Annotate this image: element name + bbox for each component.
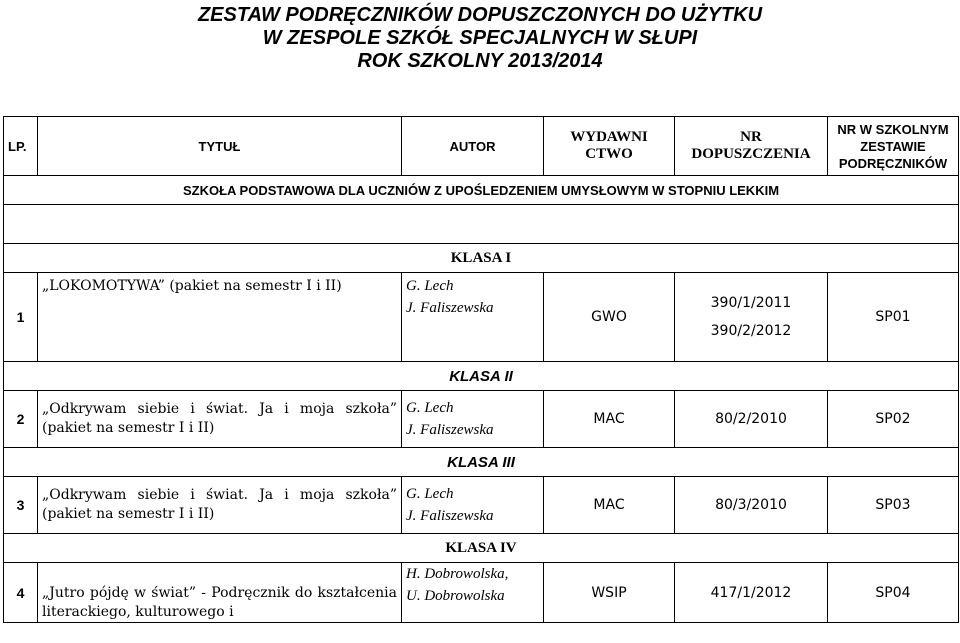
- klasa-label: KLASA I: [4, 244, 959, 273]
- row-tytul: „LOKOMOTYWA” (pakiet na semestr I i II): [38, 273, 402, 362]
- row-wydawnictwo: MAC: [544, 391, 675, 448]
- header-lp: LP.: [4, 117, 38, 176]
- table-row: [4, 563, 959, 623]
- row-autor-2: J. Faliszewska: [406, 422, 494, 438]
- header-row: [4, 117, 959, 176]
- table-row: [4, 273, 959, 362]
- row-nr-dopuszczenia: 417/1/2012: [675, 563, 828, 623]
- document-title-line-3: ROK SZKOLNY 2013/2014: [357, 50, 603, 72]
- row-autor: [402, 391, 544, 448]
- row-lp: 1: [4, 273, 38, 362]
- header-nr-zestawu-line-1: NR W SZKOLNYM: [837, 121, 949, 137]
- klasa-label: KLASA III: [4, 448, 959, 477]
- row-autor: [402, 477, 544, 534]
- header-nr-dopuszczenia: [675, 117, 828, 176]
- document-title-line-1: ZESTAW PODRĘCZNIKÓW DOPUSZCZONYCH DO UŻYTKU: [197, 4, 763, 26]
- spacer-row: [4, 205, 959, 244]
- table-row: [4, 477, 959, 534]
- row-tytul: „Jutro pójdę w świat” - Podręcznik do kształcenia literackiego, kulturowego i: [38, 563, 402, 623]
- table-row: [4, 391, 959, 448]
- row-autor-1: G. Lech: [406, 400, 454, 416]
- row-autor-2: J. Faliszewska: [406, 300, 494, 316]
- row-nr-zestawu: SP01: [828, 273, 959, 362]
- header-nr-zestawu: [828, 117, 959, 176]
- header-autor: AUTOR: [402, 117, 544, 176]
- row-lp: 4: [4, 563, 38, 623]
- header-nr-zestawu-line-3: PODRĘCZNIKÓW: [838, 155, 948, 171]
- document-title-line-2: W ZESPOLE SZKÓŁ SPECJALNYCH W SŁUPI: [262, 27, 698, 49]
- row-nr-zestawu: SP03: [828, 477, 959, 534]
- row-autor-2: J. Faliszewska: [406, 508, 494, 524]
- row-nr-dopuszczenia: 80/3/2010: [675, 477, 828, 534]
- klasa-row: [4, 362, 959, 391]
- header-wydawnictwo-line-2: CTWO: [585, 146, 633, 162]
- textbook-table: [3, 116, 959, 623]
- row-autor-1: G. Lech: [406, 486, 454, 502]
- klasa-row: [4, 534, 959, 563]
- header-wydawnictwo: [544, 117, 675, 176]
- header-tytul: TYTUŁ: [38, 117, 402, 176]
- row-lp: 3: [4, 477, 38, 534]
- row-lp: 2: [4, 391, 38, 448]
- header-nr-dopuszczenia-line-1: NR: [740, 129, 762, 145]
- row-wydawnictwo: WSIP: [544, 563, 675, 623]
- header-nr-dopuszczenia-line-2: DOPUSZCZENIA: [691, 146, 811, 162]
- section-row: [4, 176, 959, 205]
- row-nr-zestawu: SP02: [828, 391, 959, 448]
- header-nr-zestawu-line-2: ZESTAWIE: [860, 138, 926, 154]
- klasa-row: [4, 448, 959, 477]
- row-autor-1: H. Dobrowolska,: [406, 566, 509, 582]
- row-autor-2: U. Dobrowolska: [406, 588, 505, 604]
- row-nr-zestawu: SP04: [828, 563, 959, 623]
- row-wydawnictwo: MAC: [544, 477, 675, 534]
- row-autor-1: G. Lech: [406, 278, 454, 294]
- row-autor: [402, 563, 544, 623]
- row-autor: [402, 273, 544, 362]
- header-wydawnictwo-line-1: WYDAWNI: [570, 129, 648, 145]
- klasa-label: KLASA II: [4, 362, 959, 391]
- row-nr-dopuszczenia: 80/2/2010: [675, 391, 828, 448]
- row-wydawnictwo: GWO: [544, 273, 675, 362]
- row-tytul: „Odkrywam siebie i świat. Ja i moja szkoła” (pakiet na semestr I i II): [38, 477, 402, 534]
- row-nr-1: 390/1/2011: [710, 295, 792, 311]
- klasa-label: KLASA IV: [4, 534, 959, 563]
- row-nr-2: 390/2/2012: [710, 323, 792, 339]
- row-tytul: „Odkrywam siebie i świat. Ja i moja szkoła” (pakiet na semestr I i II): [38, 391, 402, 448]
- row-nr-dopuszczenia: [675, 273, 828, 362]
- klasa-row: [4, 244, 959, 273]
- section-title: SZKOŁA PODSTAWOWA DLA UCZNIÓW Z UPOŚLEDZENIEM UMYSŁOWYM W STOPNIU LEKKIM: [4, 176, 959, 205]
